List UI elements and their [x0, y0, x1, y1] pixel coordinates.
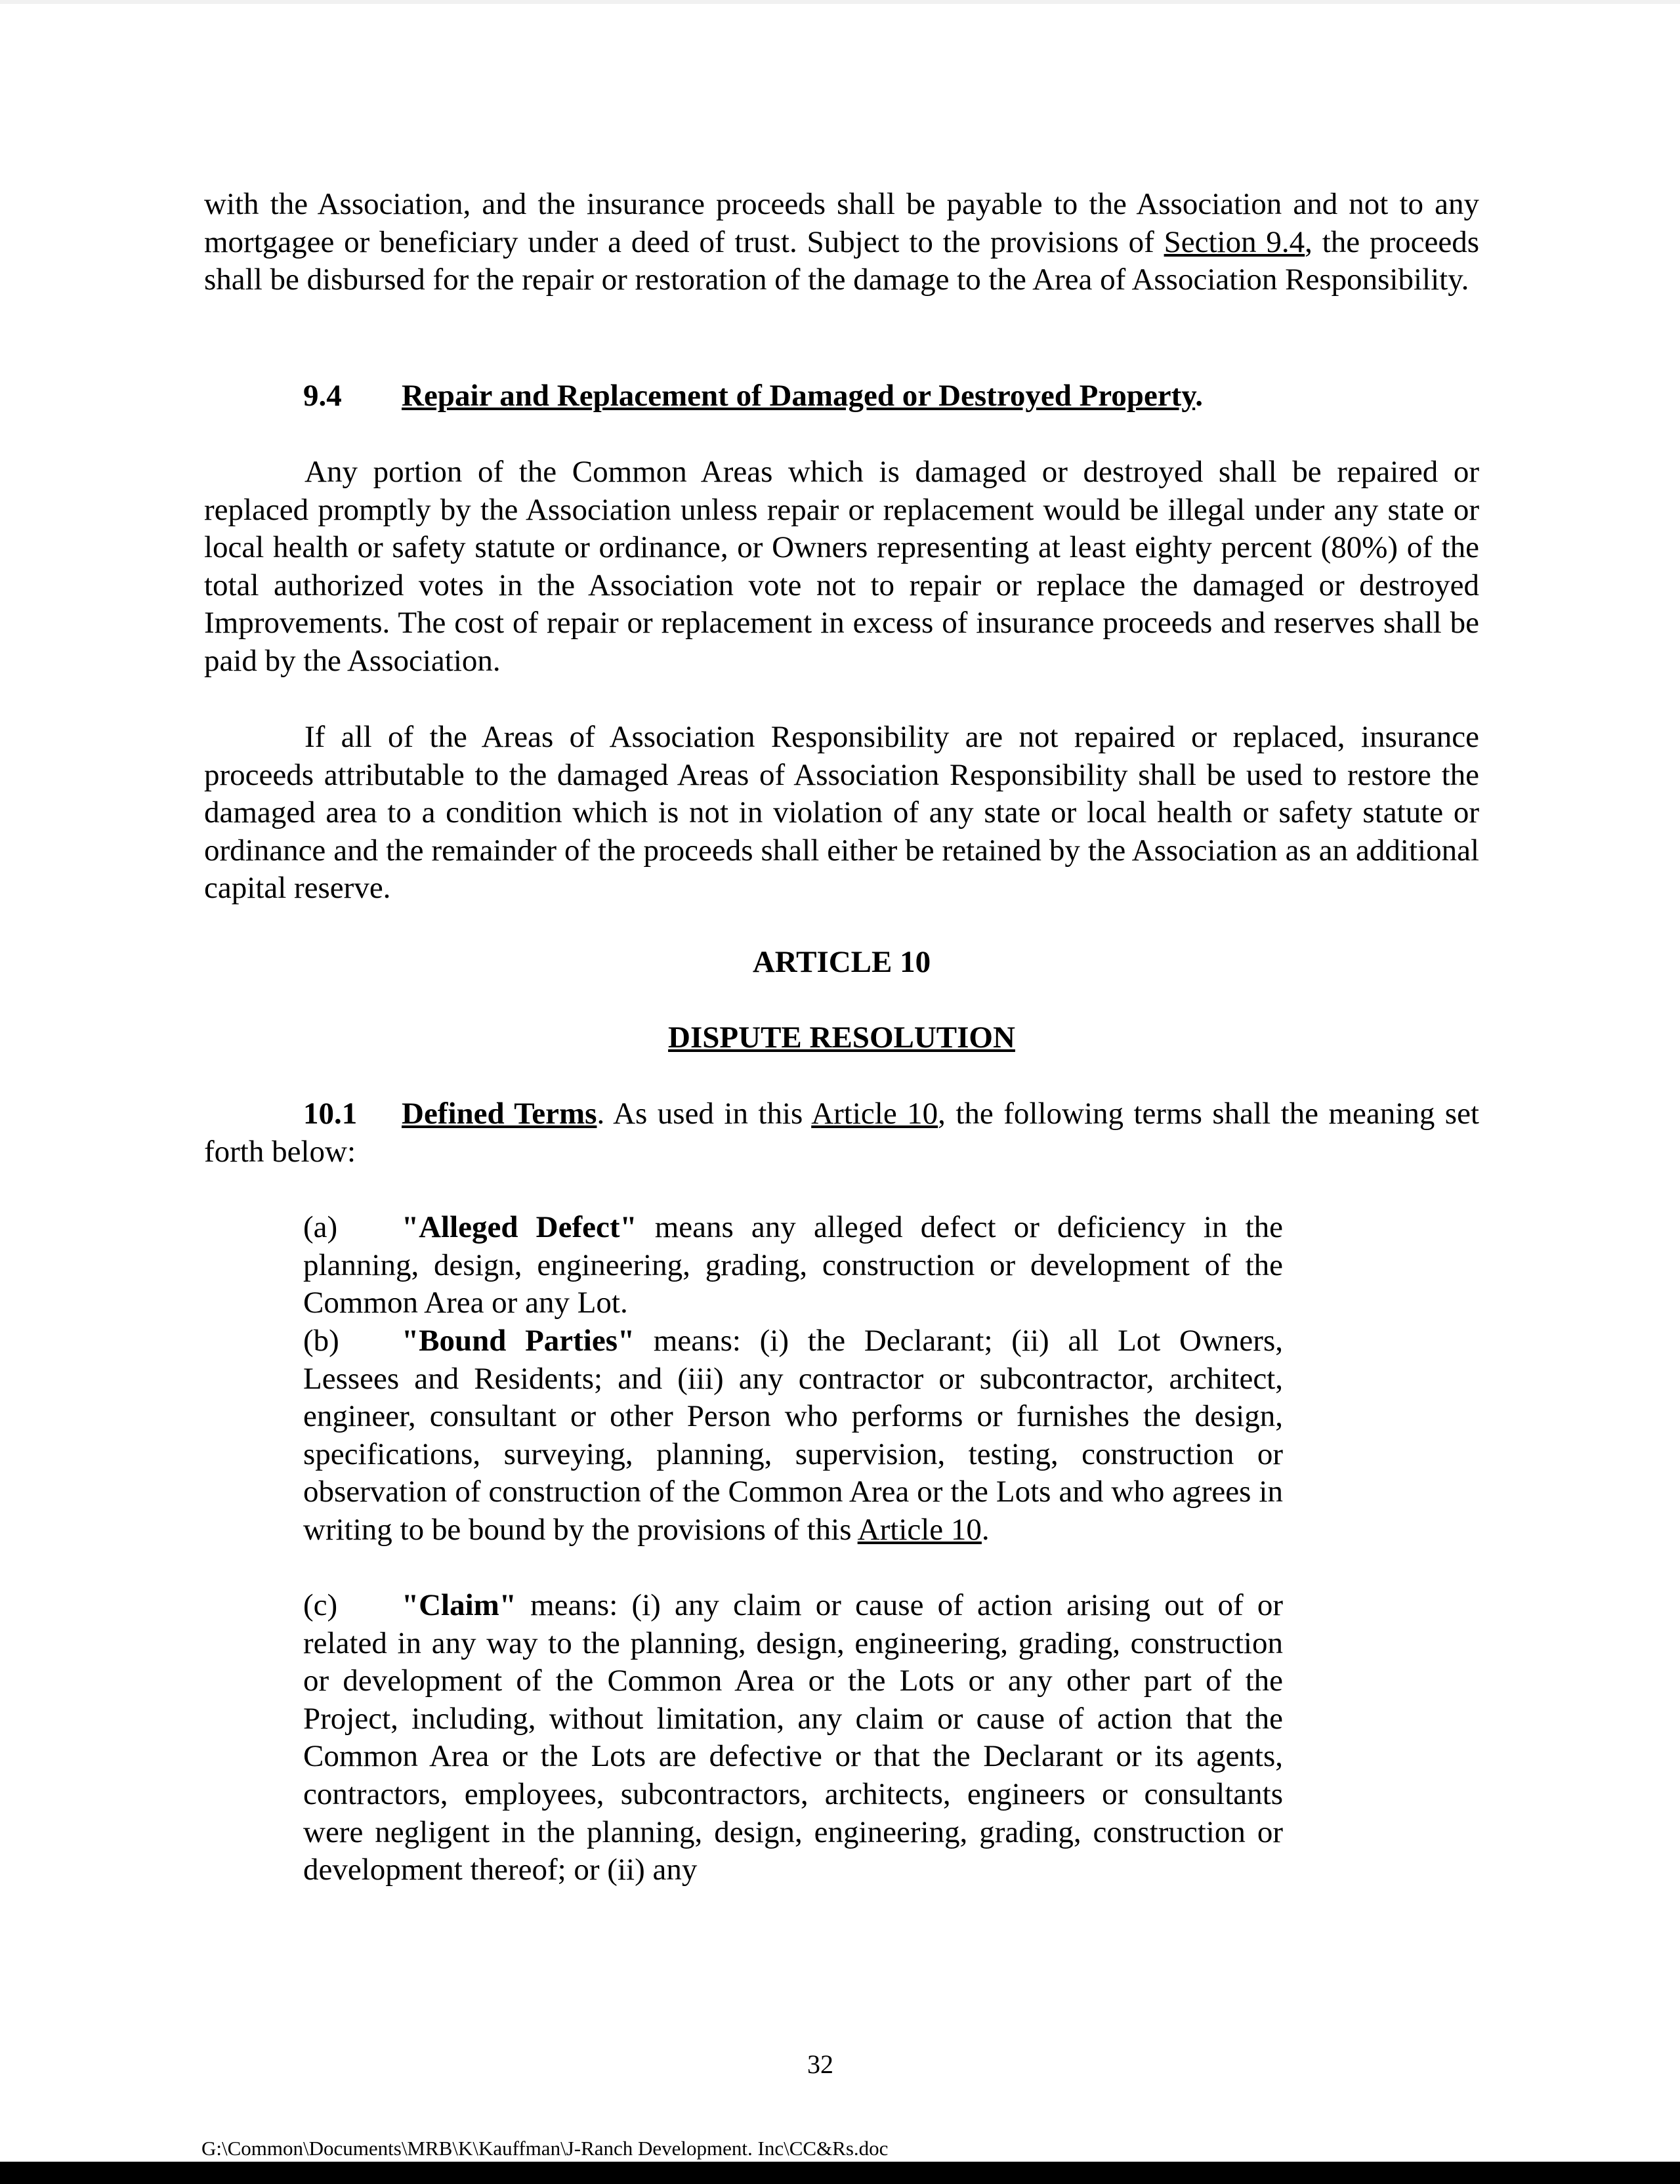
footer-file-path: G:\Common\Documents\MRB\K\Kauffman\J-Ranch Development. Inc\CC&Rs.doc [201, 2137, 889, 2160]
section-reference-link: Section 9.4 [1164, 224, 1305, 259]
definition-term: "Alleged Defect" [402, 1210, 637, 1244]
article-title: DISPUTE RESOLUTION [668, 1020, 1015, 1055]
section-title-period: . [1195, 379, 1203, 413]
section-9-4-paragraph-2: If all of the Areas of Association Responsibility are not repaired or replaced, insurance proceeds attributable to the damaged Areas of Association Responsibility shall be used to restore the damaged area to a condition which is not in violation of any state or local health or safety statute or ordinance and the remainder of the proceeds shall either be retained by the Association as an additional capital reserve. [204, 720, 1479, 906]
definition-label: (a) [303, 1210, 338, 1244]
definition-end: . [981, 1512, 990, 1547]
section-9-4-paragraph-1: Any portion of the Common Areas which is damaged or destroyed shall be repaired or replaced promptly by the Association unless repair or replacement would be illegal under any state or local health or safety statute or ordinance, or Owners representing at least eighty percent (80%) of the total authorized votes in the Association vote not to repair or replace the damaged or destroyed Improvements. The cost of repair or replacement in excess of insurance proceeds and reserves shall be paid by the Association. [204, 455, 1479, 678]
section-text-end: , the following terms shall the meaning set forth below: [204, 1097, 1479, 1169]
definition-claim [303, 1587, 1283, 1889]
section-number: 10.1 [303, 1097, 358, 1131]
section-number: 9.4 [303, 379, 342, 413]
definition-text: means: (i) the Declarant; (ii) all Lot Owners, Lessees and Residents; and (iii) any contractor or subcontractor, architect, engineer, consultant or other Person who performs or furnishes the design, specifications, surveying, planning, supervision, testing, construction or observation of construction of the Common Area or the Lots and who agrees in writing to be bound by the provisions of this [303, 1324, 1283, 1547]
scan-edge [0, 0, 1680, 4]
section-10-1-paragraph [204, 1095, 1479, 1171]
scan-bottom-edge [0, 2162, 1680, 2184]
definition-label: (c) [303, 1588, 338, 1622]
definition-text: means: (i) any claim or cause of action arising out of or related in any way to the planning, design, engineering, grading, construction or development of the Common Area or the Lots or any other part of the Project, including, without limitation, any claim or cause of action that the Common Area or the Lots are defective or that the Declarant or its agents, contractors, employees, subcontractors, architects, engineers or consultants were negligent in the planning, design, engineering, grading, construction or development thereof; or (ii) any [303, 1588, 1283, 1887]
article-reference-link: Article 10 [811, 1097, 938, 1131]
intro-paragraph [204, 186, 1479, 299]
section-title: Defined Terms [402, 1097, 597, 1131]
article-heading: ARTICLE 10 [752, 945, 931, 979]
definition-alleged-defect [303, 1209, 1283, 1322]
definition-text: means any alleged defect or deficiency in the planning, design, engineering, grading, construction or development of the Common Area or any Lot. [303, 1210, 1283, 1320]
definition-term: "Bound Parties" [402, 1324, 635, 1358]
section-title: Repair and Replacement of Damaged or Destroyed Property [402, 379, 1196, 413]
definition-term: "Claim" [402, 1588, 516, 1622]
article-reference-link: Article 10 [857, 1512, 982, 1547]
definition-label: (b) [303, 1324, 339, 1358]
section-text: . As used in this [597, 1097, 812, 1131]
section-9-4-heading [303, 377, 1203, 415]
intro-text: with the Association, and the insurance proceeds shall be payable to the Association and not to any mortgagee or beneficiary under a deed of trust. Subject to the provisions of [204, 187, 1479, 259]
definition-bound-parties [303, 1322, 1283, 1549]
intro-text-end: , the proceeds shall be disbursed for the repair or restoration of the damage to the Area of Association Responsibility. [204, 224, 1479, 297]
page-number: 32 [807, 2049, 833, 2079]
